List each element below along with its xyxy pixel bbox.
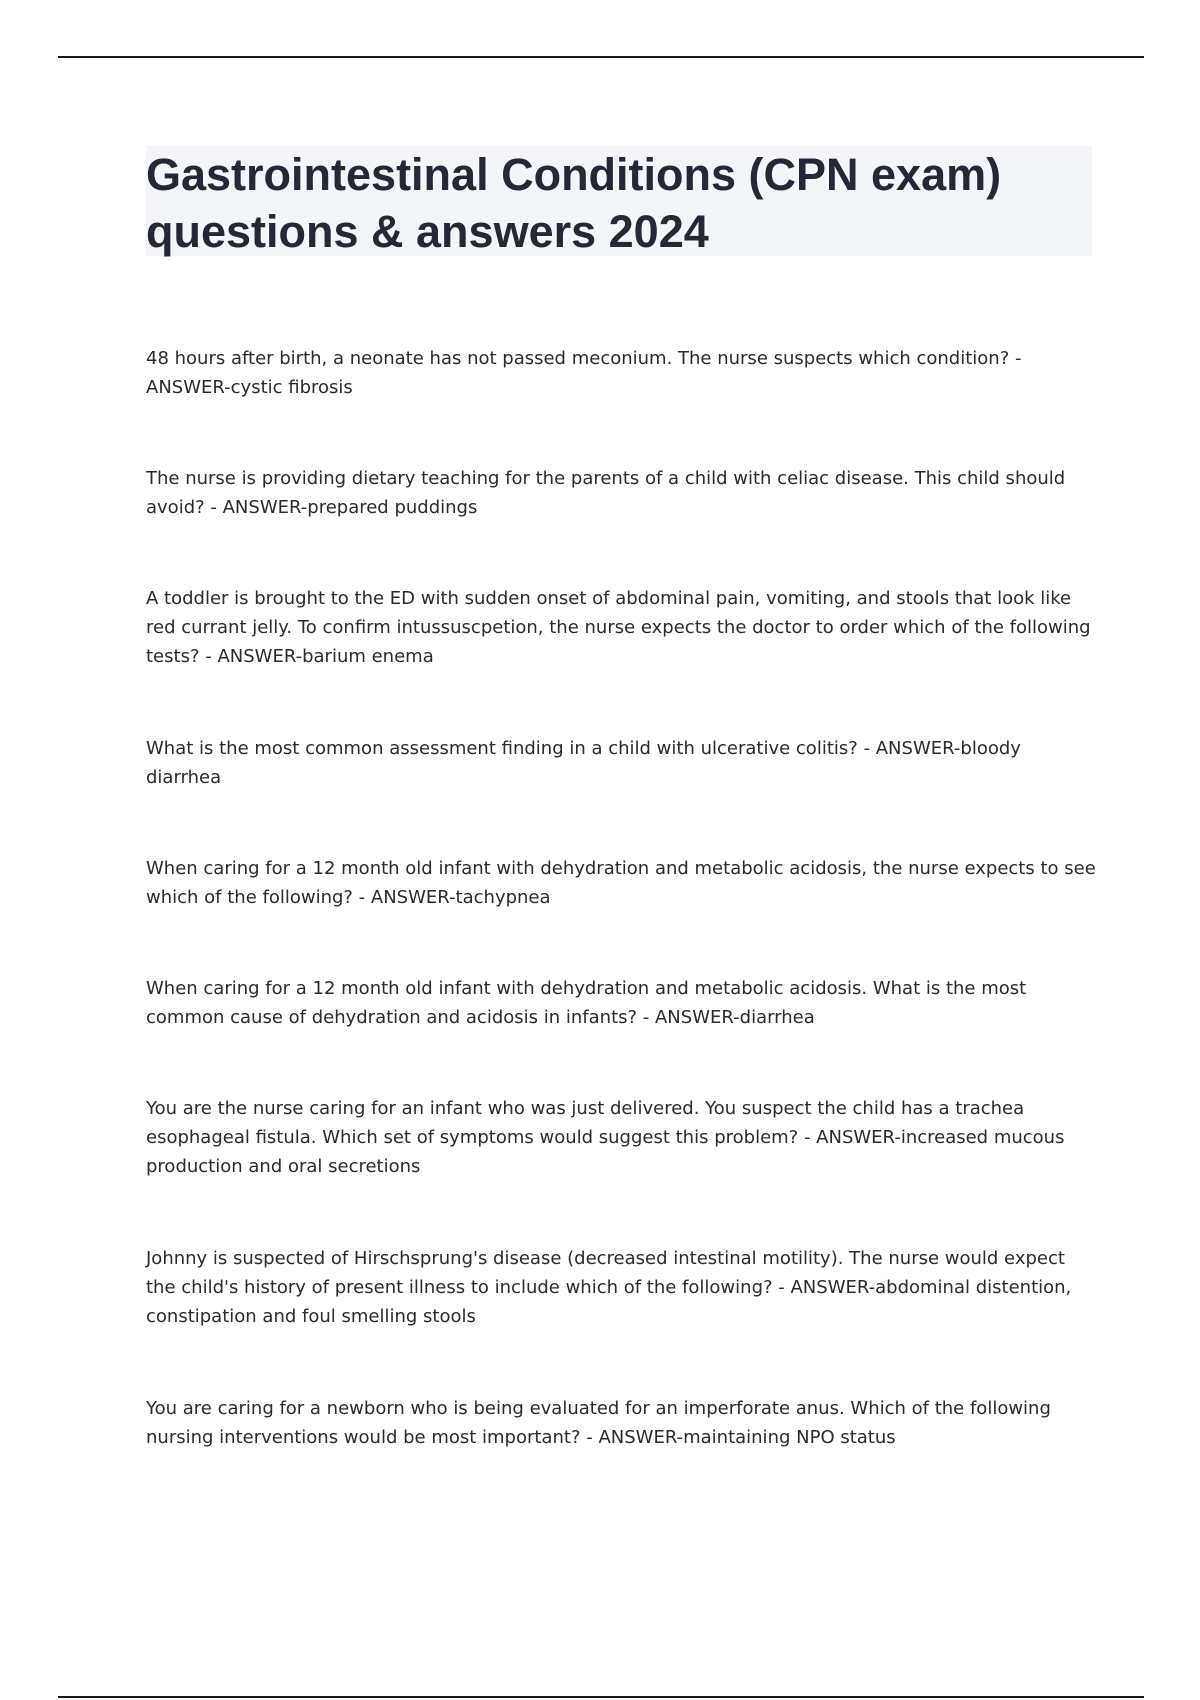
title-line-2: questions & answers 2024 [146,206,709,257]
qa-item-5: When caring for a 12 month old infant with dehydration and metabolic acidosis, the nurse expects to see which of the following? - ANSWER-tachypnea [146,858,1096,908]
document-title [146,146,1092,260]
qa-item-9: You are caring for a newborn who is being evaluated for an imperforate anus. Which of the following nursing interventions would be most important? - ANSWER-maintaining NPO status [146,1398,1051,1448]
qa-item-3: A toddler is brought to the ED with sudden onset of abdominal pain, vomiting, and stools that look like red currant jelly. To confirm intussuscpetion, the nurse expects the doctor to order which of the following tests? - ANSWER-barium enema [146,588,1091,667]
title-block [146,146,1092,256]
qa-item-7: You are the nurse caring for an infant who was just delivered. You suspect the child has a trachea esophageal fistula. Which set of symptoms would suggest this problem? - ANSWER-increased mucous production and oral secretions [146,1098,1065,1177]
title-line-1: Gastrointestinal Conditions (CPN exam) [146,149,1002,200]
qa-item-6: When caring for a 12 month old infant with dehydration and metabolic acidosis. What is the most common cause of dehydration and acidosis in infants? - ANSWER-diarrhea [146,978,1027,1028]
top-rule [58,56,1144,58]
qa-item-4: What is the most common assessment finding in a child with ulcerative colitis? - ANSWER-bloody diarrhea [146,738,1021,788]
qa-item-2: The nurse is providing dietary teaching for the parents of a child with celiac disease. This child should avoid? - ANSWER-prepared puddings [146,468,1066,518]
bottom-rule [58,1696,1144,1698]
qa-item-8: Johnny is suspected of Hirschsprung's disease (decreased intestinal motility). The nurse would expect the child's history of present illness to include which of the following? - ANSWER-abdominal distention, constipation and foul smelling stools [146,1248,1072,1327]
qa-item-1: 48 hours after birth, a neonate has not passed meconium. The nurse suspects which condition? - ANSWER-cystic fibrosis [146,348,1022,398]
